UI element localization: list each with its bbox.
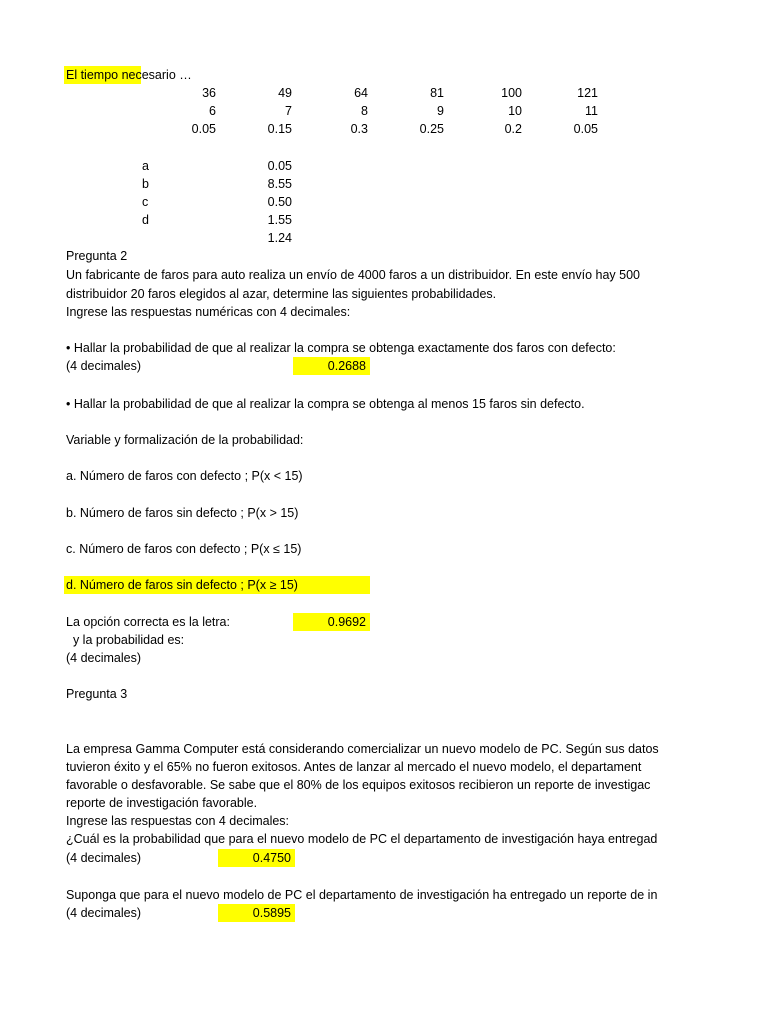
- question-heading: Pregunta 2: [66, 249, 128, 263]
- y-values-row: [0, 102, 678, 120]
- table-cell: 8: [361, 104, 368, 118]
- answer-row: [0, 357, 678, 375]
- table-cell: 81: [430, 86, 444, 100]
- table-cell: 0.3: [350, 122, 368, 136]
- answer-cell[interactable]: 0.2688: [293, 357, 370, 375]
- choice-a: a. Número de faros con defecto ; P(x < 15): [66, 469, 303, 483]
- table-cell: 0.05: [573, 122, 598, 136]
- table-cell: 121: [577, 86, 598, 100]
- paragraph-line: reporte de investigación favorable.: [66, 796, 258, 810]
- option-value: 8.55: [267, 177, 292, 191]
- answer-row: [0, 849, 678, 867]
- table-title-row: [0, 66, 678, 84]
- paragraph-line: favorable o desfavorable. Se sabe que el 80% de los equipos exitosos recibieron un reporte de investigac: [66, 778, 651, 792]
- paragraph-line: tuvieron éxito y el 65% no fueron exitosos. Antes de lanzar al mercado el nuevo modelo, el departament: [66, 760, 642, 774]
- option-row: [0, 193, 678, 211]
- option-label: a: [142, 159, 149, 173]
- question-heading: Pregunta 3: [66, 687, 128, 701]
- instructions-text: Ingrese las respuestas numéricas con 4 decimales:: [66, 305, 351, 319]
- prob-label: y la probabilidad es:: [66, 633, 185, 647]
- table-cell: 6: [209, 104, 216, 118]
- table-cell: 36: [202, 86, 216, 100]
- decimals-label: (4 decimales): [66, 906, 142, 920]
- question-line: Suponga que para el nuevo modelo de PC el departamento de investigación ha entregado un reporte de in: [66, 888, 658, 902]
- choice-b: b. Número de faros sin defecto ; P(x > 15): [66, 506, 299, 520]
- decimals-label: (4 decimales): [66, 651, 142, 665]
- table-cell: 11: [585, 104, 598, 118]
- correct-label: La opción correcta es la letra:: [66, 615, 230, 629]
- table-cell: 0.15: [267, 122, 292, 136]
- choice-d-row: [0, 576, 678, 594]
- paragraph-line: distribuidor 20 faros elegidos al azar, determine las siguientes probabilidades.: [66, 287, 497, 301]
- paragraph-line: La empresa Gamma Computer está considerando comercializar un nuevo modelo de PC. Según sus datos: [66, 742, 659, 756]
- bullet-question: • Hallar la probabilidad de que al realizar la compra se obtenga al menos 15 faros sin defecto.: [66, 397, 585, 411]
- instructions-text: Ingrese las respuestas con 4 decimales:: [66, 814, 290, 828]
- table-cell: 7: [285, 104, 292, 118]
- option-value: 0.50: [267, 195, 292, 209]
- x-values-row: [0, 84, 678, 102]
- answer-cell[interactable]: 0.4750: [218, 849, 295, 867]
- table-cell: 64: [354, 86, 368, 100]
- table-cell: 0.25: [419, 122, 444, 136]
- option-label: b: [142, 177, 149, 191]
- answer-row: [0, 613, 678, 631]
- option-label: d: [142, 213, 149, 227]
- table-cell: 9: [437, 104, 444, 118]
- table-cell: 100: [501, 86, 522, 100]
- option-row: [0, 229, 678, 247]
- variable-title: Variable y formalización de la probabilidad:: [66, 433, 304, 447]
- decimals-label: (4 decimales): [66, 359, 142, 373]
- choice-c: c. Número de faros con defecto ; P(x ≤ 15): [66, 542, 302, 556]
- probabilities-row: [0, 120, 678, 138]
- answer-row: [0, 904, 678, 922]
- option-row: [0, 157, 678, 175]
- decimals-label: (4 decimales): [66, 851, 142, 865]
- choice-d: d. Número de faros sin defecto ; P(x ≥ 15): [66, 578, 298, 592]
- table-cell: 10: [508, 104, 522, 118]
- table-cell: 49: [278, 86, 292, 100]
- paragraph-line: Un fabricante de faros para auto realiza un envío de 4000 faros a un distribuidor. En este envío hay 500: [66, 268, 640, 282]
- table-title: El tiempo necesario …: [66, 68, 192, 82]
- option-value: 1.55: [267, 213, 292, 227]
- bullet-question: • Hallar la probabilidad de que al realizar la compra se obtenga exactamente dos faros con defecto:: [66, 341, 616, 355]
- option-row: [0, 175, 678, 193]
- question-line: ¿Cuál es la probabilidad que para el nuevo modelo de PC el departamento de investigación haya entregad: [66, 832, 658, 846]
- option-row: [0, 211, 678, 229]
- option-value: 1.24: [267, 231, 292, 245]
- answer-cell[interactable]: 0.5895: [218, 904, 295, 922]
- option-label: c: [142, 195, 149, 209]
- answer-cell[interactable]: 0.9692: [293, 613, 370, 631]
- option-value: 0.05: [267, 159, 292, 173]
- table-cell: 0.05: [191, 122, 216, 136]
- table-cell: 0.2: [504, 122, 522, 136]
